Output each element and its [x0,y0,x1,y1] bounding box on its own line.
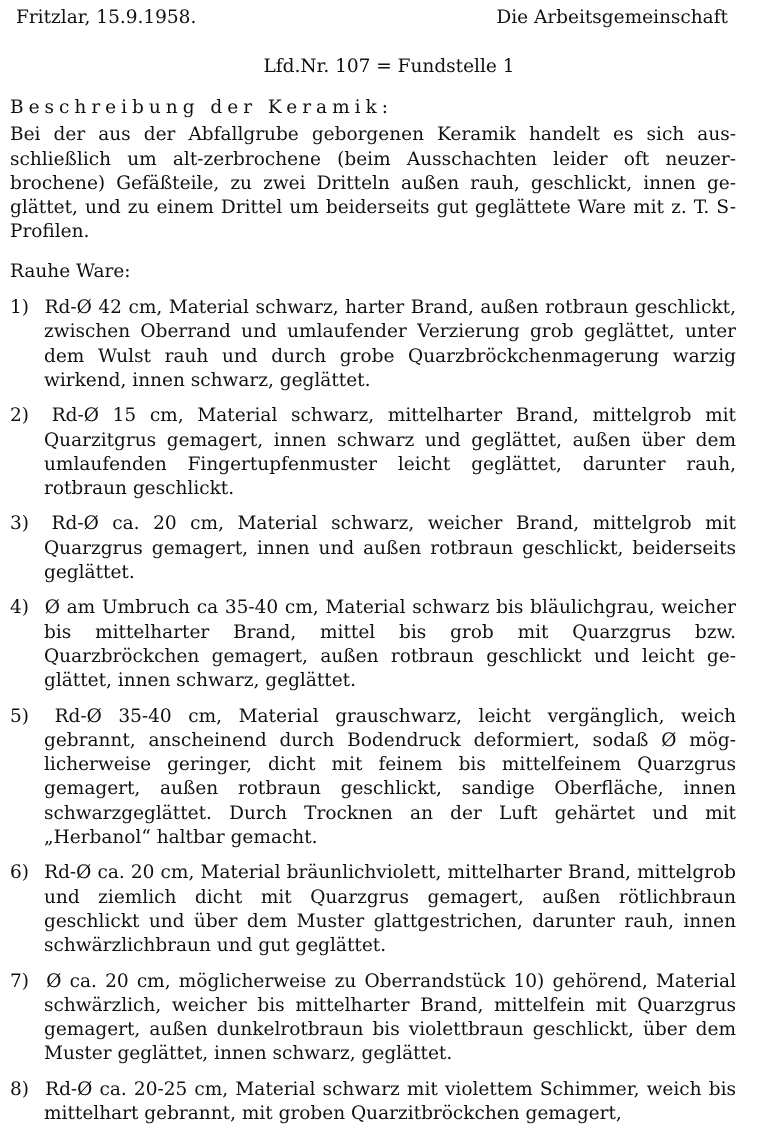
intro-paragraph: Bei der aus der Abfallgrube geborgenen Keramik handelt es sich ausschließlich um alt-zerbrochene (beim Ausschachten leider oft neuzerbrochene) Gefäßteile, zu zwei Dritteln außen rauh, geschlickt, innen geglättet, und zu einem Drittel um beiderseits gut geglättete Ware mit z. T. S-Profilen. [10,124,736,243]
item-text: Ø am Umbruch ca 35-40 cm, Material schwarz bis bläulichgrau, weicher bis mittelharter Brand, mittel bis grob mit Quarzgrus bzw. Quarzbröckchen gemagert, außen rotbraun geschlickt und leicht geglättet, innen schwarz, geglättet. [44,597,736,692]
list-item [10,705,736,851]
list-item [10,296,736,393]
list-item [10,1078,736,1127]
item-number: 7) [10,970,29,992]
document-body [10,96,736,1137]
item-number: 5) [10,705,29,727]
item-number: 3) [10,513,29,535]
subheading: Rauhe Ware: [10,260,131,282]
organization: Die Arbeitsgemeinschaft [496,7,728,28]
page-header [16,6,728,30]
item-text: Rd-Ø 42 cm, Material schwarz, harter Brand, außen rotbraun geschlickt, zwischen Oberrand und umlaufender Verzierung grob geglättet, unter dem Wulst rauh und durch grobe Quarzbröckchenmagerung warzig wirkend, innen schwarz, geglättet. [44,297,736,391]
item-number: 8) [10,1078,29,1100]
item-number: 1) [10,297,29,319]
item-text: Rd-Ø ca. 20-25 cm, Material schwarz mit violettem Schimmer, weich bis mittelhart gebrannt, mit groben Quarzitbröckchen gemagert, [44,1078,736,1124]
place-date: Fritzlar, 15.9.1958. [16,7,197,28]
item-number: 6) [10,862,29,884]
find-reference: Lfd.Nr. 107 = Fundstelle 1 [263,56,515,77]
list-item [10,861,736,958]
list-item [10,970,736,1067]
list-item [10,512,736,585]
section-title: Beschreibung der Keramik: [10,97,393,118]
list-item [10,404,736,501]
list-item [10,596,736,693]
item-number: 4) [10,597,29,619]
item-list [10,296,736,1126]
item-text: Rd-Ø 35-40 cm, Material grauschwarz, leicht vergänglich, weich gebrannt, anscheinend durch Bodendruck deformiert, sodaß Ø möglicherweise geringer, dicht mit feinem bis mittelfeinem Quarzgrus gemagert, außen rotbraun geschlickt, sandige Oberfläche, innen schwarzgeglättet. Durch Trocknen an der Luft gehärtet und mit „Herbanol“ haltbar gemacht. [44,705,736,849]
item-number: 2) [10,405,29,427]
item-text: Rd-Ø ca. 20 cm, Material bräunlichviolett, mittelharter Brand, mittelgrob und ziemlich dicht mit Quarzgrus gemagert, außen rötlichbraun geschlickt und über dem Muster glattgestrichen, darunter rauh, innen schwärzlichbraun und gut geglättet. [44,862,736,957]
item-text: Rd-Ø ca. 20 cm, Material schwarz, weicher Brand, mittelgrob mit Quarzgrus gemagert, innen und außen rotbraun geschlickt, beiderseits geglättet. [44,513,736,584]
item-text: Rd-Ø 15 cm, Material schwarz, mittelharter Brand, mittelgrob mit Quarzitgrus gemagert, innen schwarz und geglättet, außen über dem umlaufenden Fingertupfenmuster leicht geglättet, darunter rauh, rotbraun geschlickt. [44,405,736,500]
item-text: Ø ca. 20 cm, möglicherweise zu Oberrandstück 10) gehörend, Material schwärzlich, weicher bis mittelharter Brand, mittelfein mit Quarzgrus gemagert, außen dunkelrotbraun bis violettbraun geschlickt, über dem Muster geglättet, innen schwarz, geglättet. [44,970,736,1065]
